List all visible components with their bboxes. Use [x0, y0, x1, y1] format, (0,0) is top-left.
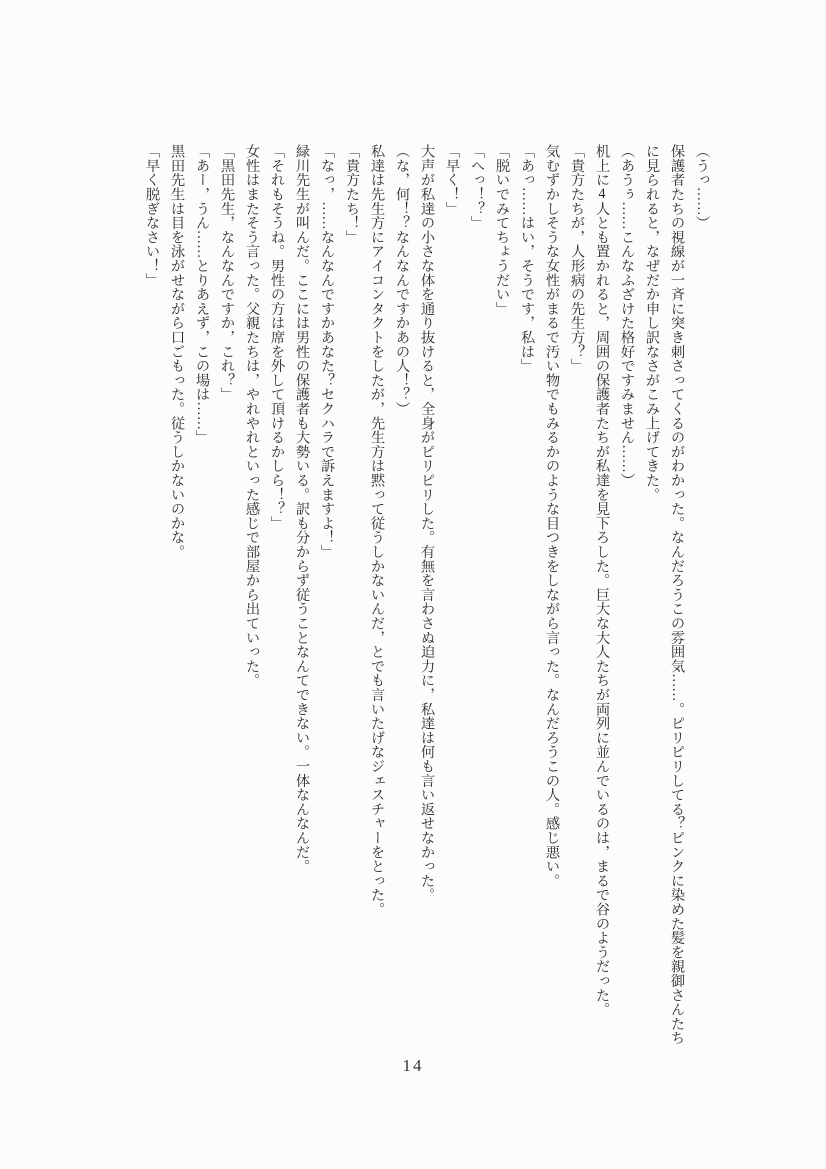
text-column: 黒田先生は目を泳がせながら口ごもった。従うしかないのかな。 — [169, 144, 185, 559]
text-column: 「貴方たち！」 — [344, 144, 360, 245]
text-column: 「それもそうね。男性の方は席を外して頂けるかしら！？」 — [269, 144, 285, 531]
text-column: 大声が私達の小さな体を通り抜けると，全身がピリピリした。有無を言わさぬ迫力に，私達は何も言い返せなかった。 — [419, 144, 435, 902]
text-column: 「へっ！？」 — [469, 144, 485, 230]
page-number: 14 — [402, 1056, 424, 1075]
text-column: 「黒田先生，なんなんですか，これ？」 — [219, 144, 235, 402]
text-column: 「あっ……はい，そうです，私は」 — [519, 144, 535, 373]
text-column: 緑川先生が叫んだ。ここには男性の保護者も大勢いる。訳も分からず従うことなんてできない。一体なんなんだ。 — [294, 144, 310, 874]
text-column: 机上に4人とも置かれると，周囲の保護者たちが私達を見下ろした。巨大な大人たちが両列に並んでいるのは，まるで谷のようだった。 — [594, 144, 610, 1017]
text-column: （うっ……） — [694, 144, 710, 230]
text-column: 「貴方たちが，人形病の先生方？」 — [569, 144, 585, 373]
text-column: に見られると，なぜだか申し訳なさがこみ上げてきた。 — [644, 144, 660, 502]
inline-number: 4 — [598, 186, 606, 202]
text-column: 私達は先生方にアイコンタクトをしたが，先生方は黙って従うしかないんだ，とでも言いたげなジェスチャーをとった。 — [369, 144, 385, 917]
text-column: 女性はまたそう言った。父親たちは，やれやれといった感じで部屋から出ていった。 — [244, 144, 260, 688]
text-column: 保護者たちの視線が一斉に突き刺さってくるのがわかった。なんだろうこの雰囲気……。ピリピリしてる？ピンクに染めた髪を親御さんたち — [669, 144, 685, 1045]
text-column: 「あー，うん……とりあえず，この場は……」 — [194, 144, 210, 445]
text-column: 気むずかしそうな女性がまるで汚い物でもみるかのような目つきをしながら言った。なんだろうこの人。感じ悪い。 — [544, 144, 560, 888]
text-column: 「早く！」 — [444, 144, 460, 216]
text-column: 「早く脱ぎなさい！」 — [144, 144, 160, 287]
vertical-text-block — [139, 144, 714, 1052]
text-column: 「脱いでみてちょうだい」 — [494, 144, 510, 316]
text-column: （な，何！？なんなんですかあの人！？） — [394, 144, 410, 416]
text-column: （あうぅ……こんなふざけた格好ですみません……） — [619, 144, 635, 488]
text-column: 「なっ，……なんなんですかあなた？セクハラで訴えますよ！」 — [319, 144, 335, 559]
